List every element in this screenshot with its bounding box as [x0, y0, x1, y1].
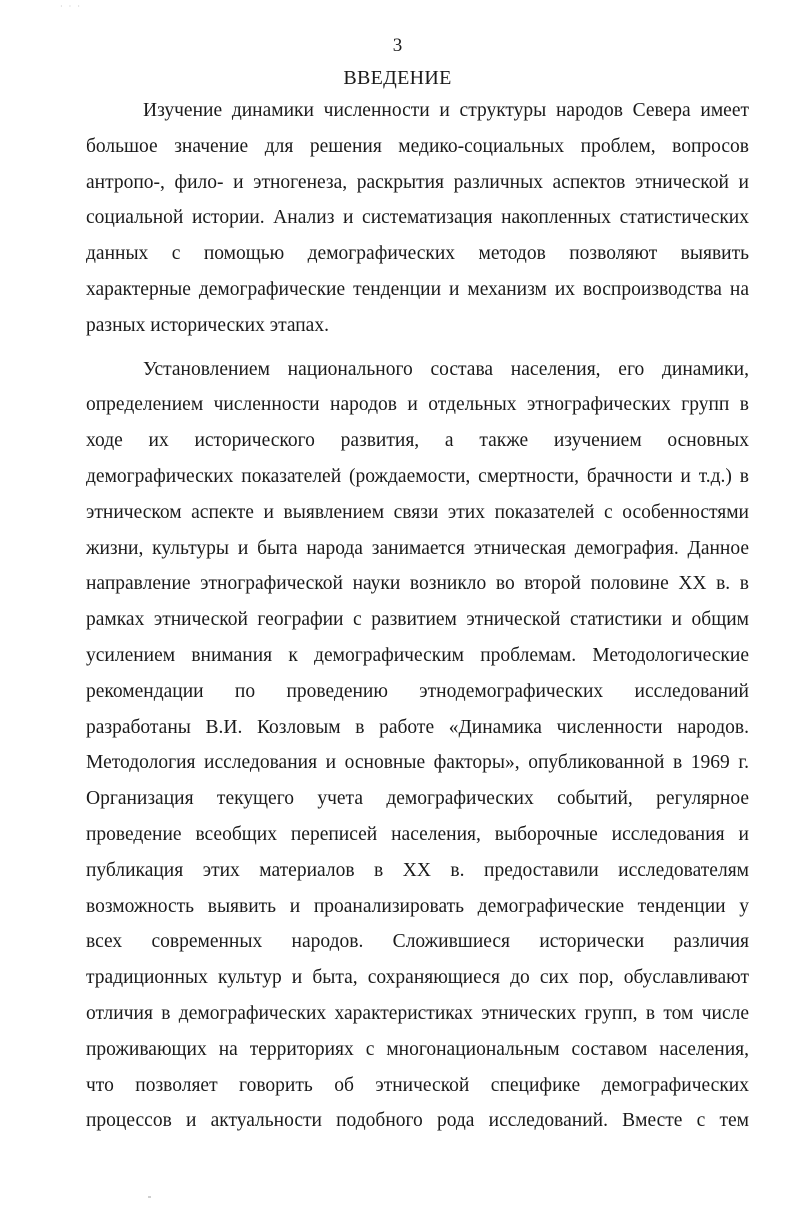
text-line: разработаны В.И. Козловым в работе «Динамика численности народов. — [86, 716, 749, 738]
page-number: 3 — [392, 35, 403, 56]
text-line: проведение всеобщих переписей населения, выборочные исследования и — [86, 823, 749, 845]
text-line: что позволяет говорить об этнической специфике демографических — [86, 1074, 749, 1096]
text-line: этническом аспекте и выявлением связи этих показателей с особенностями — [86, 501, 749, 523]
text-line: направление этнографической науки возникло во второй половине XX в. в — [86, 573, 749, 595]
paragraph-2 — [86, 352, 749, 1140]
text-line: рамках этнической географии с развитием этнической статистики и общим — [86, 609, 749, 631]
paragraph-1 — [86, 93, 749, 344]
text-line: определением численности народов и отдельных этнографических групп в — [86, 394, 749, 416]
text-line: публикация этих материалов в XX в. предоставили исследователям — [86, 859, 749, 881]
text-line: антропо-, фило- и этногенеза, раскрытия различных аспектов этнической и — [86, 171, 749, 193]
text-line: разных исторических этапах. — [86, 314, 329, 336]
text-line: демографических показателей (рождаемости, смертности, брачности и т.д.) в — [86, 465, 749, 487]
text-line: социальной истории. Анализ и систематизация накопленных статистических — [86, 207, 749, 229]
text-line: ходе их исторического развития, а также изучением основных — [86, 430, 749, 452]
text-line: Методология исследования и основные факторы», опубликованной в 1969 г. — [86, 752, 749, 774]
text-line: Установлением национального состава населения, его динамики, — [143, 358, 749, 380]
text-line: процессов и актуальности подобного рода исследований. Вместе с тем — [86, 1110, 749, 1132]
paragraph-gap — [86, 344, 749, 352]
body-text — [86, 93, 749, 1139]
text-line: Изучение динамики численности и структуры народов Севера имеет — [143, 100, 749, 121]
text-line: данных с помощью демографических методов позволяют выявить — [86, 243, 749, 265]
scan-artifact-bottom — [148, 1196, 151, 1198]
text-line: большое значение для решения медико-социальных проблем, вопросов — [86, 135, 749, 157]
text-line: всех современных народов. Сложившиеся исторически различия — [86, 931, 749, 953]
text-line: отличия в демографических характеристиках этнических групп, в том числе — [86, 1002, 749, 1024]
section-heading: ВВЕДЕНИЕ — [343, 67, 452, 89]
text-line: возможность выявить и проанализировать демографические тенденции у — [86, 895, 749, 917]
text-line: проживающих на территориях с многонациональным составом населения, — [86, 1038, 749, 1060]
text-line: усилением внимания к демографическим проблемам. Методологические — [86, 644, 749, 666]
text-line: жизни, культуры и быта народа занимается этническая демография. Данное — [86, 537, 749, 559]
text-line: рекомендации по проведению этнодемографических исследований — [86, 680, 749, 702]
text-line: характерные демографические тенденции и механизм их воспроизводства на — [86, 278, 749, 300]
text-line: Организация текущего учета демографических событий, регулярное — [86, 788, 749, 810]
text-line: традиционных культур и быта, сохраняющиеся до сих пор, обуславливают — [86, 967, 749, 989]
scan-artifact-top: · · · — [60, 2, 82, 11]
